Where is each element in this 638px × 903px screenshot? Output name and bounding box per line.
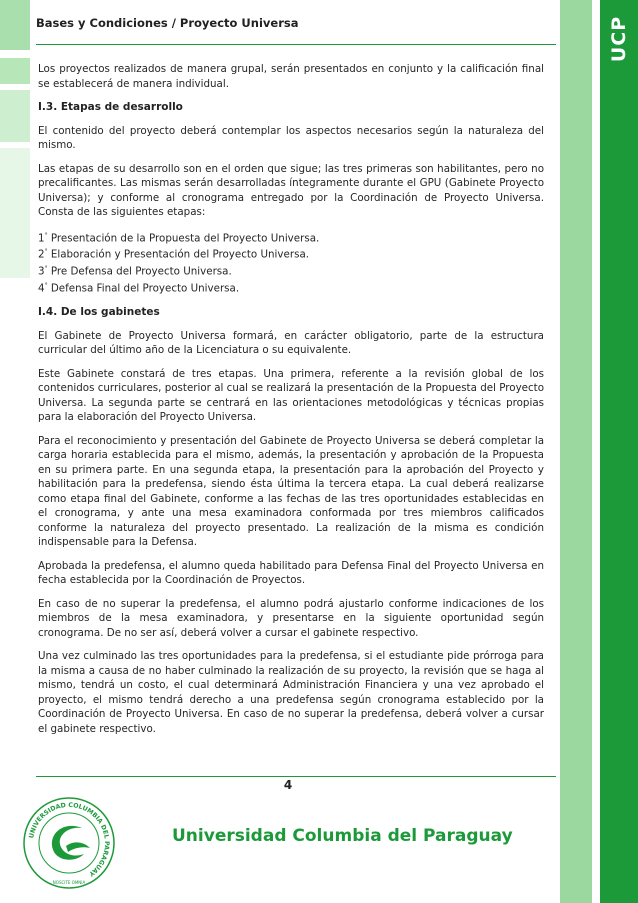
stage-number: 3 [38,265,45,278]
seal-motto: NOSCITE OMNIA [52,880,86,885]
page-number: 4 [283,778,293,792]
document-header-title: Bases y Condiciones / Proyecto Universa [36,16,299,30]
stage-list [38,229,544,297]
stage-number: 1 [38,231,45,244]
ordinal-mark: ° [44,282,48,290]
document-body [38,62,544,745]
ucp-logo [604,8,634,70]
paragraph: El Gabinete de Proyecto Universa formará, en carácter obligatorio, parte de la estructura curricular del último año de la Licenciatura o su equivalente. [38,329,544,357]
ordinal-mark: ° [44,265,48,273]
ucp-logo-text: UCP [608,15,630,63]
stage-text: Defensa Final del Proyecto Universa. [50,282,240,295]
ordinal-mark: ° [44,231,48,239]
paragraph: El contenido del proyecto deberá contemplar los aspectos necesarios según la naturaleza del mismo. [38,124,544,151]
stage-text: Elaboración y Presentación del Proyecto Universa. [50,248,310,261]
stage-text: Presentación de la Propuesta del Proyecto Universa. [50,231,320,244]
side-band-light [560,0,592,903]
section-heading-etapas: I.3. Etapas de desarrollo [38,101,183,113]
seal-text: UNIVERSIDAD COLUMBIA DEL PARAGUAY [28,801,111,878]
stage-number: 2 [38,248,45,261]
footer-divider [36,776,556,777]
paragraph: En caso de no superar la predefensa, el alumno podrá ajustarlo conforme indicaciones de los miembros de la mesa examinadora, y presentarse en la siguiente oportunidad según cronograma. De no ser así, deberá volver a cursar el gabinete respectivo. [38,597,544,639]
decorative-strip-top [0,0,30,50]
paragraph: Para el reconocimiento y presentación del Gabinete de Proyecto Universa se deberá completar la carga horaria establecida para el mismo, además, la presentación y aprobación de la Propuesta en su primera parte. En una segunda etapa, la presentación para la aprobación del Proyecto y habilitación para la predefensa, siendo ésta última la tercera etapa. La cual deberá realizarse como etapa final del Gabinete, conforme a las fechas de las tres oportunidades establecidas en el cronograma, y ante una mesa examinadora conformada por tres miembros calificados conforme la naturaleza del proyecto presentado. La realización de la misma es condición indispensable para la Defensa. [38,434,544,549]
decorative-strip [0,58,30,84]
header-divider [36,44,556,45]
intro-paragraph: Los proyectos realizados de manera grupal, serán presentados en conjunto y la calificación final se establecerá de manera individual. [38,63,544,90]
side-band-dark [600,0,638,903]
decorative-strip [0,90,30,142]
stage-item [38,245,544,262]
section-heading-gabinetes: I.4. De los gabinetes [38,306,160,319]
university-name: Universidad Columbia del Paraguay [172,826,513,846]
university-seal-icon [22,796,116,890]
stage-text: Pre Defensa del Proyecto Universa. [50,265,232,278]
stage-item [38,279,544,296]
decorative-strip [0,148,30,278]
paragraph: Las etapas de su desarrollo son en el orden que sigue; las tres primeras son habilitantes, pero no precalificantes. Las mismas serán desarrolladas íntegramente durante el GPU (Gabinete Proyecto Universa); y conforme al cronograma entregado por la Coordinación de Proyecto Universa. Consta de las siguientes etapas: [38,162,544,218]
ordinal-mark: ° [44,248,48,256]
paragraph: Aprobada la predefensa, el alumno queda habilitado para Defensa Final del Proyecto Universa en fecha establecida por la Coordinación de Proyectos. [38,559,544,587]
stage-item [38,229,544,246]
paragraph: Una vez culminado las tres oportunidades para la predefensa, si el estudiante pide prórroga para la misma a causa de no haber culminado la realización de su proyecto, la revisión que se haga al mismo, tendrá un costo, el cual determinará Administración Financiera y una vez aprobado el proyecto, el mismo tendrá derecho a una predefensa según cronograma establecido por la Coordinación de Proyecto Universa. En caso de no superar la predefensa, deberá volver a cursar el gabinete respectivo. [38,650,544,735]
stage-item [38,262,544,279]
paragraph: Este Gabinete constará de tres etapas. Una primera, referente a la revisión global de los contenidos curriculares, posterior al cual se realizará la presentación de la Propuesta del Proyecto Universa. La segunda parte se centrará en las orientaciones metodológicas y técnicas propias para la elaboración del Proyecto Universa. [38,367,544,424]
stage-number: 4 [38,282,45,295]
